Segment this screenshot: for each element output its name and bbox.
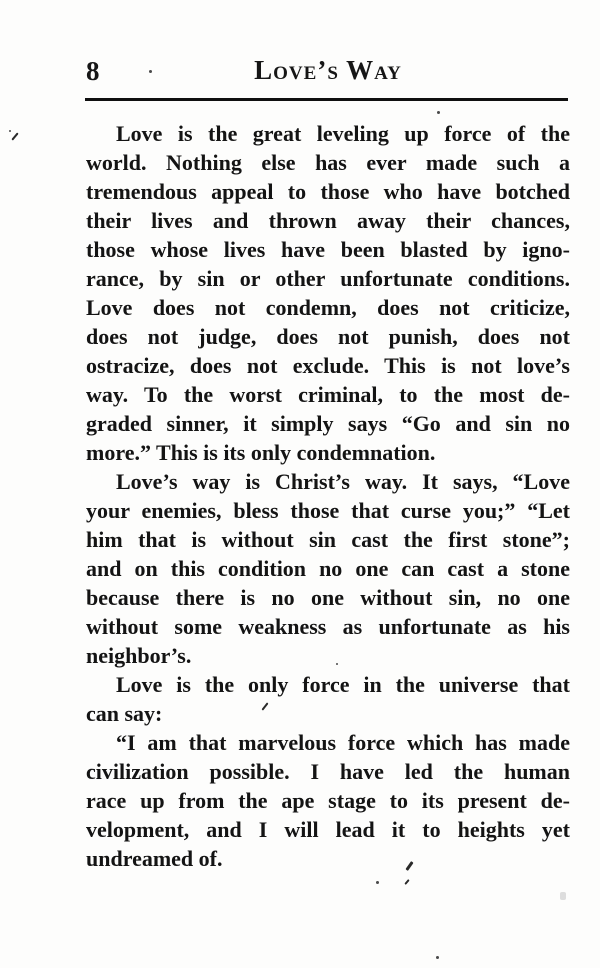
text-line: Love does not condemn, does not criticize, [86, 295, 570, 320]
text-line: Love’s way is Christ’s way. It says, “Love [116, 469, 570, 494]
text-line: “I am that marvelous force which has made [116, 730, 570, 755]
text-line: their lives and thrown away their chances, [86, 208, 570, 233]
text-line: those whose lives have been blasted by igno- [86, 237, 570, 262]
text-line: tremendous appeal to those who have botched [86, 179, 570, 204]
ink-speck [149, 70, 152, 73]
ink-speck [9, 130, 11, 132]
text-line: your enemies, bless those that curse you;” “Let [86, 498, 570, 523]
ink-stroke [11, 132, 18, 140]
text-line: undreamed of. [86, 846, 223, 871]
text-line: way. To the worst criminal, to the most de- [86, 382, 570, 407]
ink-speck [336, 663, 338, 665]
ink-speck [437, 111, 440, 114]
ink-stroke [404, 879, 409, 885]
text-line: without some weakness as unfortunate as his [86, 614, 570, 639]
ink-speck [376, 881, 379, 884]
text-line: graded sinner, it simply says “Go and sin no [86, 411, 570, 436]
running-title: Love’s Way [254, 55, 402, 85]
text-line: more.” This is its only condemnation. [86, 440, 436, 465]
ink-smudge [560, 892, 566, 900]
text-block [86, 119, 570, 873]
text-line: ostracize, does not exclude. This is not love’s [86, 353, 570, 378]
text-line: can say: [86, 701, 163, 726]
text-line: velopment, and I will lead it to heights yet [86, 817, 570, 842]
header-rule [85, 98, 568, 101]
text-line: because there is no one without sin, no one [86, 585, 570, 610]
page-number: 8 [86, 56, 100, 86]
text-line: world. Nothing else has ever made such a [86, 150, 570, 175]
text-line: and on this condition no one can cast a stone [86, 556, 570, 581]
text-line: does not judge, does not punish, does not [86, 324, 570, 349]
text-line: him that is without sin cast the first stone”; [86, 527, 570, 552]
text-line: Love is the great leveling up force of the [116, 121, 570, 146]
text-line: civilization possible. I have led the human [86, 759, 570, 784]
text-line: neighbor’s. [86, 643, 192, 668]
text-line: race up from the ape stage to its present de- [86, 788, 570, 813]
text-line: Love is the only force in the universe that [116, 672, 570, 697]
text-line: rance, by sin or other unfortunate conditions. [86, 266, 570, 291]
ink-speck [436, 956, 439, 959]
